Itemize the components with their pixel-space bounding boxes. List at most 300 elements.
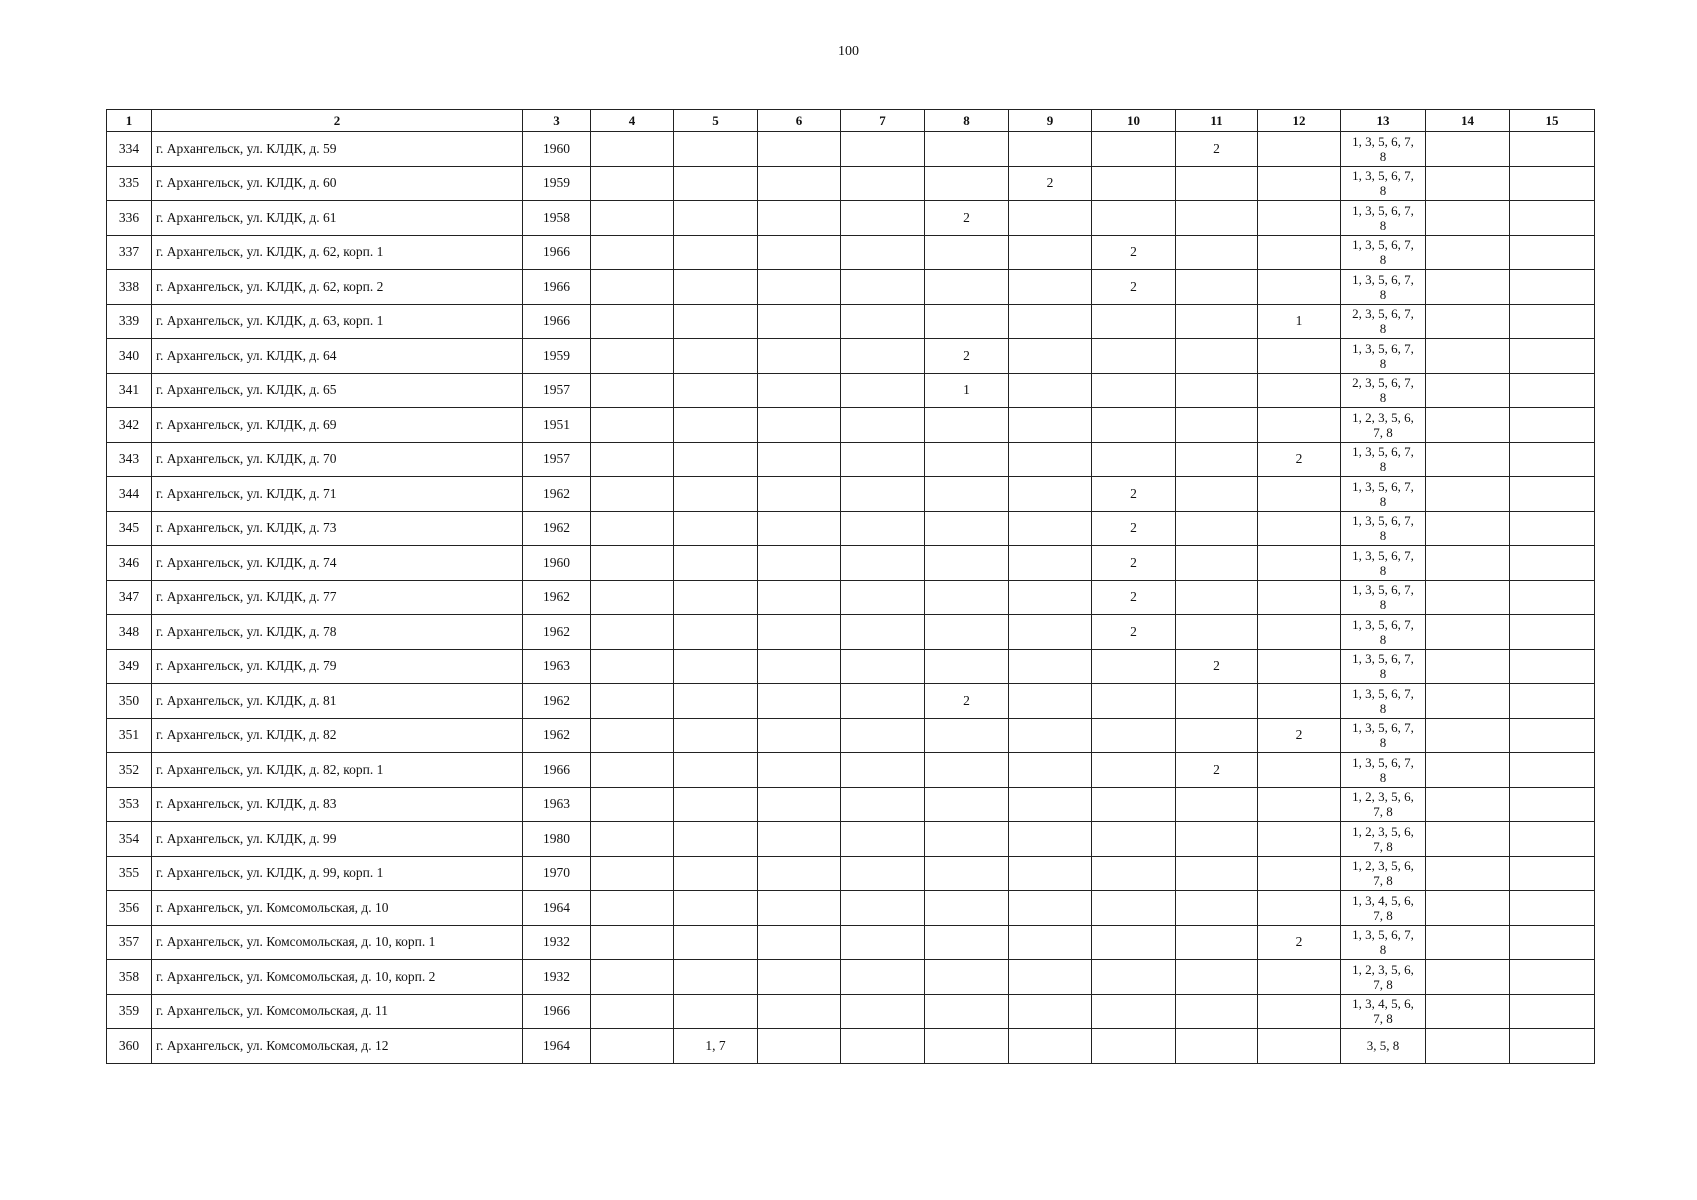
table-cell-col-5: [674, 304, 758, 339]
table-cell-col-13: 1, 3, 5, 6, 7, 8: [1341, 718, 1426, 753]
table-cell-col-6: [758, 304, 841, 339]
table-cell-col-9: [1009, 511, 1092, 546]
table-row: [107, 856, 1595, 891]
table-cell-col-6: [758, 753, 841, 788]
table-cell-col-5: [674, 960, 758, 995]
table-cell-col-5: [674, 753, 758, 788]
table-cell-col-13: 1, 3, 5, 6, 7, 8: [1341, 511, 1426, 546]
table-cell-col-6: [758, 580, 841, 615]
page-number: 100: [838, 44, 859, 59]
table-cell-col-12: 2: [1258, 925, 1341, 960]
table-cell-col-3: 1962: [523, 684, 591, 719]
table-cell-col-12: [1258, 787, 1341, 822]
table-cell-col-7: [841, 511, 925, 546]
table-cell-col-3: 1970: [523, 856, 591, 891]
column-header-3: 3: [523, 110, 591, 132]
table-row: [107, 891, 1595, 926]
table-cell-col-13: 1, 3, 5, 6, 7, 8: [1341, 201, 1426, 236]
table-cell-col-6: [758, 132, 841, 167]
table-cell-col-7: [841, 615, 925, 650]
table-cell-col-6: [758, 166, 841, 201]
column-header-13: 13: [1341, 110, 1426, 132]
table-cell-col-2: г. Архангельск, ул. КЛДК, д. 62, корп. 1: [152, 235, 523, 270]
table-cell-col-7: [841, 442, 925, 477]
table-row: [107, 718, 1595, 753]
table-cell-col-8: 1: [925, 373, 1009, 408]
table-cell-col-8: [925, 235, 1009, 270]
table-cell-col-7: [841, 684, 925, 719]
table-cell-col-7: [841, 373, 925, 408]
table-cell-col-6: [758, 960, 841, 995]
table-cell-col-6: [758, 408, 841, 443]
table-cell-col-14: [1426, 822, 1510, 857]
table-cell-col-12: 1: [1258, 304, 1341, 339]
table-cell-col-12: [1258, 856, 1341, 891]
table-cell-col-5: [674, 718, 758, 753]
table-cell-col-8: [925, 925, 1009, 960]
table-cell-col-7: [841, 235, 925, 270]
table-cell-col-2: г. Архангельск, ул. КЛДК, д. 77: [152, 580, 523, 615]
table-cell-col-5: 1, 7: [674, 1029, 758, 1064]
table-cell-col-1: 356: [107, 891, 152, 926]
table-cell-col-4: [591, 580, 674, 615]
table-cell-col-5: [674, 477, 758, 512]
table-cell-col-1: 339: [107, 304, 152, 339]
table-cell-col-1: 343: [107, 442, 152, 477]
table-cell-col-11: 2: [1176, 132, 1258, 167]
table-cell-col-2: г. Архангельск, ул. КЛДК, д. 62, корп. 2: [152, 270, 523, 305]
table-cell-col-10: [1092, 339, 1176, 374]
table-cell-col-9: [1009, 580, 1092, 615]
table-cell-col-13: 3, 5, 8: [1341, 1029, 1426, 1064]
column-header-11: 11: [1176, 110, 1258, 132]
table-cell-col-2: г. Архангельск, ул. КЛДК, д. 79: [152, 649, 523, 684]
table-cell-col-7: [841, 718, 925, 753]
table-cell-col-10: 2: [1092, 477, 1176, 512]
table-cell-col-6: [758, 822, 841, 857]
table-cell-col-8: [925, 822, 1009, 857]
table-cell-col-13: 1, 2, 3, 5, 6, 7, 8: [1341, 822, 1426, 857]
table-cell-col-1: 349: [107, 649, 152, 684]
table-cell-col-15: [1510, 684, 1595, 719]
table-cell-col-2: г. Архангельск, ул. КЛДК, д. 99: [152, 822, 523, 857]
table-cell-col-8: [925, 132, 1009, 167]
table-cell-col-2: г. Архангельск, ул. КЛДК, д. 65: [152, 373, 523, 408]
table-cell-col-11: [1176, 1029, 1258, 1064]
table-cell-col-1: 358: [107, 960, 152, 995]
table-row: [107, 270, 1595, 305]
table-cell-col-1: 352: [107, 753, 152, 788]
table-cell-col-12: [1258, 408, 1341, 443]
table-cell-col-10: [1092, 1029, 1176, 1064]
table-cell-col-5: [674, 132, 758, 167]
table-cell-col-12: [1258, 511, 1341, 546]
table-cell-col-4: [591, 546, 674, 581]
table-cell-col-2: г. Архангельск, ул. КЛДК, д. 74: [152, 546, 523, 581]
table-cell-col-10: 2: [1092, 270, 1176, 305]
table-cell-col-12: [1258, 201, 1341, 236]
table-cell-col-7: [841, 270, 925, 305]
table-row: [107, 615, 1595, 650]
column-header-10: 10: [1092, 110, 1176, 132]
table-cell-col-12: [1258, 684, 1341, 719]
table-cell-col-15: [1510, 235, 1595, 270]
table-cell-col-3: 1962: [523, 477, 591, 512]
table-cell-col-11: [1176, 615, 1258, 650]
table-cell-col-7: [841, 1029, 925, 1064]
table-cell-col-4: [591, 235, 674, 270]
table-row: [107, 546, 1595, 581]
table-cell-col-3: 1963: [523, 649, 591, 684]
table-cell-col-9: [1009, 960, 1092, 995]
table-cell-col-14: [1426, 442, 1510, 477]
table-cell-col-11: [1176, 960, 1258, 995]
column-header-1: 1: [107, 110, 152, 132]
table-cell-col-11: [1176, 304, 1258, 339]
building-register-table: [106, 109, 1595, 1064]
table-cell-col-7: [841, 925, 925, 960]
table-cell-col-2: г. Архангельск, ул. КЛДК, д. 82: [152, 718, 523, 753]
table-cell-col-3: 1980: [523, 822, 591, 857]
table-cell-col-2: г. Архангельск, ул. КЛДК, д. 60: [152, 166, 523, 201]
table-cell-col-3: 1960: [523, 546, 591, 581]
table-cell-col-8: [925, 511, 1009, 546]
table-cell-col-10: 2: [1092, 580, 1176, 615]
table-cell-col-2: г. Архангельск, ул. Комсомольская, д. 10, корп. 2: [152, 960, 523, 995]
table-cell-col-6: [758, 787, 841, 822]
table-cell-col-11: [1176, 201, 1258, 236]
table-cell-col-7: [841, 580, 925, 615]
table-cell-col-9: [1009, 546, 1092, 581]
table-cell-col-4: [591, 408, 674, 443]
table-cell-col-11: 2: [1176, 649, 1258, 684]
table-cell-col-3: 1962: [523, 511, 591, 546]
table-cell-col-9: [1009, 891, 1092, 926]
table-cell-col-13: 1, 3, 5, 6, 7, 8: [1341, 649, 1426, 684]
table-cell-col-4: [591, 511, 674, 546]
table-cell-col-15: [1510, 339, 1595, 374]
table-row: [107, 442, 1595, 477]
table-cell-col-15: [1510, 787, 1595, 822]
table-cell-col-4: [591, 1029, 674, 1064]
table-cell-col-3: 1963: [523, 787, 591, 822]
table-cell-col-5: [674, 615, 758, 650]
table-cell-col-5: [674, 994, 758, 1029]
table-row: [107, 994, 1595, 1029]
table-cell-col-4: [591, 718, 674, 753]
table-cell-col-7: [841, 787, 925, 822]
table-cell-col-4: [591, 753, 674, 788]
table-cell-col-10: [1092, 408, 1176, 443]
table-cell-col-3: 1962: [523, 580, 591, 615]
table-cell-col-15: [1510, 960, 1595, 995]
table-cell-col-13: 1, 3, 5, 6, 7, 8: [1341, 235, 1426, 270]
table-cell-col-8: 2: [925, 339, 1009, 374]
table-cell-col-9: [1009, 201, 1092, 236]
table-body: [107, 132, 1595, 1064]
table-cell-col-14: [1426, 132, 1510, 167]
table-cell-col-7: [841, 166, 925, 201]
table-cell-col-11: [1176, 925, 1258, 960]
table-cell-col-13: 1, 2, 3, 5, 6, 7, 8: [1341, 787, 1426, 822]
table-cell-col-1: 359: [107, 994, 152, 1029]
table-cell-col-2: г. Архангельск, ул. КЛДК, д. 78: [152, 615, 523, 650]
table-cell-col-11: [1176, 787, 1258, 822]
table-cell-col-15: [1510, 718, 1595, 753]
table-cell-col-9: [1009, 304, 1092, 339]
table-cell-col-14: [1426, 718, 1510, 753]
table-cell-col-6: [758, 891, 841, 926]
table-cell-col-15: [1510, 511, 1595, 546]
table-cell-col-10: 2: [1092, 511, 1176, 546]
table-cell-col-3: 1957: [523, 373, 591, 408]
table-cell-col-5: [674, 546, 758, 581]
table-cell-col-8: [925, 787, 1009, 822]
table-cell-col-7: [841, 477, 925, 512]
table-cell-col-10: [1092, 787, 1176, 822]
table-cell-col-9: [1009, 339, 1092, 374]
table-row: [107, 339, 1595, 374]
table-cell-col-12: [1258, 477, 1341, 512]
table-cell-col-5: [674, 649, 758, 684]
table-cell-col-3: 1962: [523, 718, 591, 753]
table-cell-col-11: [1176, 373, 1258, 408]
table-cell-col-9: [1009, 649, 1092, 684]
table-cell-col-10: [1092, 201, 1176, 236]
table-cell-col-1: 360: [107, 1029, 152, 1064]
table-cell-col-4: [591, 442, 674, 477]
table-cell-col-13: 1, 3, 5, 6, 7, 8: [1341, 580, 1426, 615]
table-cell-col-4: [591, 615, 674, 650]
table-cell-col-5: [674, 270, 758, 305]
table-row: [107, 649, 1595, 684]
table-cell-col-14: [1426, 615, 1510, 650]
table-cell-col-13: 1, 3, 5, 6, 7, 8: [1341, 442, 1426, 477]
table-cell-col-13: 1, 2, 3, 5, 6, 7, 8: [1341, 856, 1426, 891]
table-cell-col-11: [1176, 408, 1258, 443]
table-cell-col-11: [1176, 684, 1258, 719]
table-cell-col-1: 353: [107, 787, 152, 822]
table-cell-col-12: 2: [1258, 442, 1341, 477]
column-header-9: 9: [1009, 110, 1092, 132]
table-cell-col-7: [841, 546, 925, 581]
table-cell-col-15: [1510, 615, 1595, 650]
table-cell-col-12: [1258, 546, 1341, 581]
table-cell-col-10: [1092, 891, 1176, 926]
table-cell-col-6: [758, 994, 841, 1029]
table-cell-col-14: [1426, 960, 1510, 995]
table-cell-col-4: [591, 822, 674, 857]
table-row: [107, 201, 1595, 236]
table-cell-col-3: 1964: [523, 1029, 591, 1064]
table-cell-col-13: 1, 3, 4, 5, 6, 7, 8: [1341, 891, 1426, 926]
table-cell-col-14: [1426, 477, 1510, 512]
table-cell-col-15: [1510, 994, 1595, 1029]
table-cell-col-15: [1510, 925, 1595, 960]
table-cell-col-1: 337: [107, 235, 152, 270]
column-header-2: 2: [152, 110, 523, 132]
table-cell-col-2: г. Архангельск, ул. Комсомольская, д. 10, корп. 1: [152, 925, 523, 960]
table-cell-col-15: [1510, 201, 1595, 236]
table-cell-col-13: 1, 3, 4, 5, 6, 7, 8: [1341, 994, 1426, 1029]
table-cell-col-14: [1426, 787, 1510, 822]
table-cell-col-12: [1258, 615, 1341, 650]
table-cell-col-6: [758, 649, 841, 684]
table-cell-col-11: [1176, 891, 1258, 926]
table-cell-col-5: [674, 891, 758, 926]
table-cell-col-4: [591, 994, 674, 1029]
table-cell-col-15: [1510, 580, 1595, 615]
table-cell-col-15: [1510, 408, 1595, 443]
table-cell-col-7: [841, 891, 925, 926]
table-cell-col-11: [1176, 339, 1258, 374]
table-cell-col-5: [674, 442, 758, 477]
table-cell-col-7: [841, 960, 925, 995]
table-cell-col-6: [758, 856, 841, 891]
table-cell-col-11: [1176, 546, 1258, 581]
table-cell-col-7: [841, 408, 925, 443]
table-cell-col-11: [1176, 235, 1258, 270]
table-cell-col-15: [1510, 477, 1595, 512]
table-cell-col-8: [925, 166, 1009, 201]
table-cell-col-8: [925, 580, 1009, 615]
table-cell-col-13: 1, 2, 3, 5, 6, 7, 8: [1341, 960, 1426, 995]
table-cell-col-13: 1, 3, 5, 6, 7, 8: [1341, 753, 1426, 788]
table-cell-col-15: [1510, 1029, 1595, 1064]
table-cell-col-4: [591, 684, 674, 719]
table-cell-col-13: 1, 3, 5, 6, 7, 8: [1341, 166, 1426, 201]
table-cell-col-8: [925, 546, 1009, 581]
table-cell-col-12: [1258, 822, 1341, 857]
table-cell-col-8: [925, 408, 1009, 443]
table-cell-col-8: [925, 615, 1009, 650]
table-cell-col-3: 1962: [523, 615, 591, 650]
table-cell-col-10: 2: [1092, 235, 1176, 270]
table-cell-col-5: [674, 925, 758, 960]
table-cell-col-13: 1, 3, 5, 6, 7, 8: [1341, 615, 1426, 650]
column-header-5: 5: [674, 110, 758, 132]
table-cell-col-9: [1009, 856, 1092, 891]
table-cell-col-9: [1009, 925, 1092, 960]
table-cell-col-2: г. Архангельск, ул. КЛДК, д. 64: [152, 339, 523, 374]
table-cell-col-3: 1932: [523, 925, 591, 960]
table-cell-col-10: 2: [1092, 615, 1176, 650]
table-cell-col-9: [1009, 132, 1092, 167]
table-cell-col-5: [674, 373, 758, 408]
table-cell-col-9: [1009, 477, 1092, 512]
table-cell-col-12: [1258, 132, 1341, 167]
column-header-14: 14: [1426, 110, 1510, 132]
table-cell-col-4: [591, 132, 674, 167]
table-cell-col-6: [758, 442, 841, 477]
table-cell-col-8: [925, 856, 1009, 891]
table-cell-col-5: [674, 787, 758, 822]
table-cell-col-13: 1, 3, 5, 6, 7, 8: [1341, 339, 1426, 374]
table-cell-col-14: [1426, 891, 1510, 926]
table-cell-col-14: [1426, 339, 1510, 374]
table-cell-col-5: [674, 684, 758, 719]
table-cell-col-10: [1092, 753, 1176, 788]
table-row: [107, 787, 1595, 822]
table-cell-col-12: [1258, 891, 1341, 926]
table-cell-col-8: [925, 960, 1009, 995]
table-row: [107, 684, 1595, 719]
table-cell-col-5: [674, 511, 758, 546]
table-cell-col-3: 1957: [523, 442, 591, 477]
table-row: [107, 511, 1595, 546]
table-cell-col-14: [1426, 994, 1510, 1029]
table-cell-col-12: [1258, 960, 1341, 995]
table-cell-col-15: [1510, 166, 1595, 201]
table-cell-col-8: [925, 270, 1009, 305]
table-cell-col-3: 1958: [523, 201, 591, 236]
table-cell-col-4: [591, 649, 674, 684]
table-cell-col-10: [1092, 373, 1176, 408]
table-cell-col-6: [758, 925, 841, 960]
table-cell-col-11: [1176, 477, 1258, 512]
table-cell-col-3: 1964: [523, 891, 591, 926]
table-cell-col-12: [1258, 166, 1341, 201]
table-cell-col-11: [1176, 994, 1258, 1029]
table-cell-col-5: [674, 856, 758, 891]
table-cell-col-14: [1426, 270, 1510, 305]
table-cell-col-2: г. Архангельск, ул. КЛДК, д. 81: [152, 684, 523, 719]
table-cell-col-12: [1258, 235, 1341, 270]
table-cell-col-7: [841, 856, 925, 891]
table-cell-col-7: [841, 132, 925, 167]
table-cell-col-12: [1258, 373, 1341, 408]
table-cell-col-3: 1951: [523, 408, 591, 443]
table-cell-col-11: [1176, 511, 1258, 546]
table-cell-col-1: 336: [107, 201, 152, 236]
table-cell-col-3: 1966: [523, 235, 591, 270]
table-cell-col-10: [1092, 684, 1176, 719]
table-cell-col-3: 1966: [523, 270, 591, 305]
table-cell-col-9: [1009, 822, 1092, 857]
table-cell-col-12: 2: [1258, 718, 1341, 753]
table-cell-col-9: [1009, 235, 1092, 270]
table-cell-col-13: 1, 3, 5, 6, 7, 8: [1341, 546, 1426, 581]
table-cell-col-7: [841, 304, 925, 339]
table-cell-col-11: [1176, 166, 1258, 201]
table-cell-col-2: г. Архангельск, ул. КЛДК, д. 69: [152, 408, 523, 443]
table-cell-col-10: 2: [1092, 546, 1176, 581]
table-cell-col-15: [1510, 891, 1595, 926]
table-cell-col-10: [1092, 822, 1176, 857]
table-cell-col-4: [591, 304, 674, 339]
table-cell-col-1: 350: [107, 684, 152, 719]
table-cell-col-5: [674, 339, 758, 374]
table-cell-col-15: [1510, 649, 1595, 684]
table-cell-col-3: 1966: [523, 304, 591, 339]
table-cell-col-4: [591, 856, 674, 891]
table-cell-col-1: 340: [107, 339, 152, 374]
table-cell-col-8: 2: [925, 684, 1009, 719]
table-cell-col-1: 355: [107, 856, 152, 891]
table-cell-col-11: [1176, 822, 1258, 857]
table-cell-col-1: 354: [107, 822, 152, 857]
table-cell-col-14: [1426, 166, 1510, 201]
table-cell-col-10: [1092, 166, 1176, 201]
table-cell-col-10: [1092, 649, 1176, 684]
column-header-6: 6: [758, 110, 841, 132]
column-header-12: 12: [1258, 110, 1341, 132]
table-cell-col-8: [925, 477, 1009, 512]
table-cell-col-9: [1009, 787, 1092, 822]
table-cell-col-3: 1959: [523, 339, 591, 374]
table-cell-col-2: г. Архангельск, ул. КЛДК, д. 59: [152, 132, 523, 167]
table-cell-col-3: 1932: [523, 960, 591, 995]
